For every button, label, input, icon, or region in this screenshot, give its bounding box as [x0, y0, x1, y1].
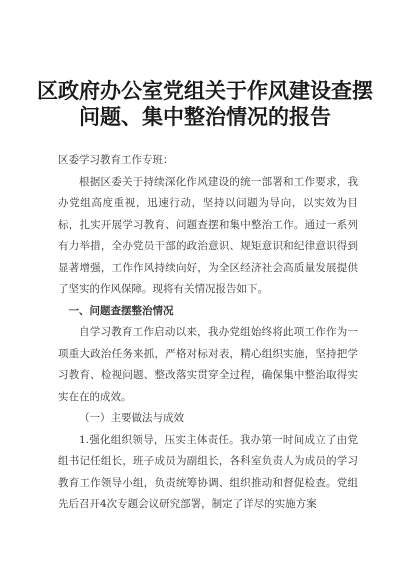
paragraph-intro: 根据区委关于持续深化作风建设的统一部署和工作要求，我办党组高度重视，迅速行动，坚持以问题为导向，以实效为目标，扎实开展学习教育、问题查摆和集中整治工作。通过一系列有力举措，全办党员干部的政治意识、规矩意识和纪律意识得到显著增强，工作作风持续向好，为全区经济社会高质量发展提供了坚实的作风保障。现将有关情况报告如下。	[58, 175, 358, 295]
paragraph-section-1: 自学习教育工作启动以来，我办党组始终将此项工作作为一项重大政治任务来抓，严格对标对表，精心组织实施，坚持把学习教育、检视问题、整改落实贯穿全过程，确保集中整治取得实实在在的成效。	[58, 326, 358, 403]
document-title	[0, 78, 410, 130]
title-line-2: 问题、集中整治情况的报告	[79, 104, 331, 129]
subsection-heading-1: （一）主要做法与成效	[79, 412, 184, 424]
title-line-1: 区政府办公室党组关于作风建设查摆	[37, 78, 373, 103]
document-body	[58, 150, 358, 516]
salutation: 区委学习教育工作专班：	[58, 154, 174, 166]
paragraph-item-1: 1.强化组织领导，压实主体责任。我办第一时间成立了由党组书记任组长，班子成员为副组长，各科室负责人为成员的学习教育工作领导小组，负责统筹协调、组织推动和督促检查。党组先后召开4次专题会议研究部署，制定了详尽的实施方案	[58, 433, 358, 510]
section-heading-1: 一、问题查摆整治情况	[68, 304, 174, 317]
